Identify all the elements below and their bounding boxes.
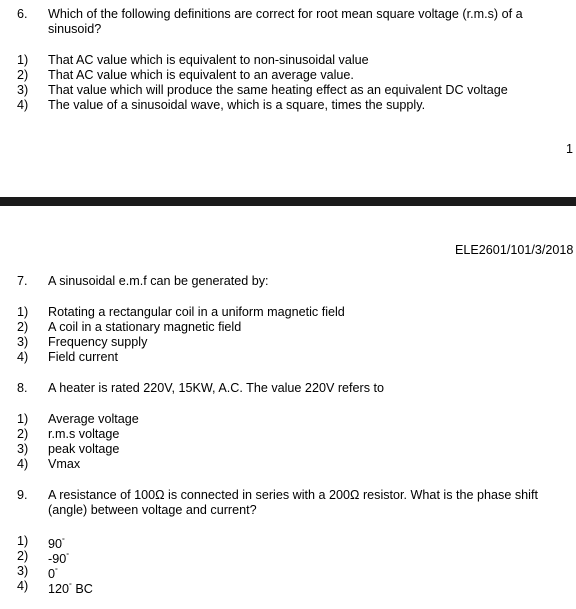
q9-option-1-text: 90°	[48, 537, 65, 551]
q7-option-2-text: A coil in a stationary magnetic field	[48, 320, 242, 334]
q8-option-2-text: r.m.s voltage	[48, 427, 120, 441]
question-8-number: 8.	[17, 381, 28, 395]
q8-option-1-text: Average voltage	[48, 412, 139, 426]
q9-option-2-text: -90°	[48, 552, 70, 566]
question-9-number: 9.	[17, 488, 28, 502]
q8-option-3-number: 3)	[17, 442, 29, 456]
q9-option-1-number: 1)	[17, 534, 29, 548]
q6-option-2-text: That AC value which is equivalent to an average value.	[48, 68, 354, 82]
question-8-text: A heater is rated 220V, 15KW, A.C. The value 220V refers to	[48, 381, 385, 395]
q6-option-2-number: 2)	[17, 68, 29, 82]
q8-option-3-text: peak voltage	[48, 442, 120, 456]
question-6-text-line1: Which of the following definitions are correct for root mean square voltage (r.m.s) of a	[48, 7, 523, 21]
q8-option-4-text: Vmax	[48, 457, 81, 471]
q6-option-4-number: 4)	[17, 98, 29, 112]
q8-option-2-number: 2)	[17, 427, 29, 441]
q9-option-4-text: 120° BC	[48, 582, 93, 596]
page-number-fragment: 1	[566, 142, 574, 156]
q6-option-1-number: 1)	[17, 53, 29, 67]
q8-option-1-number: 1)	[17, 412, 29, 426]
q6-option-4-text: The value of a sinusoidal wave, which is a square, times the supply.	[48, 98, 426, 112]
q7-option-4-text: Field current	[48, 350, 118, 364]
question-7-text: A sinusoidal e.m.f can be generated by:	[48, 274, 269, 288]
question-9-text-line1: A resistance of 100Ω is connected in series with a 200Ω resistor. What is the phase shift	[48, 488, 538, 502]
q6-option-3-text: That value which will produce the same heating effect as an equivalent DC voltage	[48, 83, 508, 97]
q6-option-1-text: That AC value which is equivalent to non-sinusoidal value	[48, 53, 369, 67]
q9-option-3-number: 3)	[17, 564, 29, 578]
question-6-text-line2: sinusoid?	[48, 22, 102, 36]
q7-option-2-number: 2)	[17, 320, 29, 334]
question-7-number: 7.	[17, 274, 28, 288]
q7-option-3-number: 3)	[17, 335, 29, 349]
document-code-header: ELE2601/101/3/2018	[455, 243, 574, 257]
q7-option-4-number: 4)	[17, 350, 29, 364]
q6-option-3-number: 3)	[17, 83, 29, 97]
q7-option-1-number: 1)	[17, 305, 29, 319]
q9-option-2-number: 2)	[17, 549, 29, 563]
question-6-number: 6.	[17, 7, 28, 21]
question-9-text-line2: (angle) between voltage and current?	[48, 503, 257, 517]
q9-option-4-number: 4)	[17, 579, 29, 593]
q9-option-3-text: 0°	[48, 567, 58, 581]
q8-option-4-number: 4)	[17, 457, 29, 471]
page-separator	[0, 197, 576, 206]
q7-option-3-text: Frequency supply	[48, 335, 148, 349]
q7-option-1-text: Rotating a rectangular coil in a uniform magnetic field	[48, 305, 345, 319]
